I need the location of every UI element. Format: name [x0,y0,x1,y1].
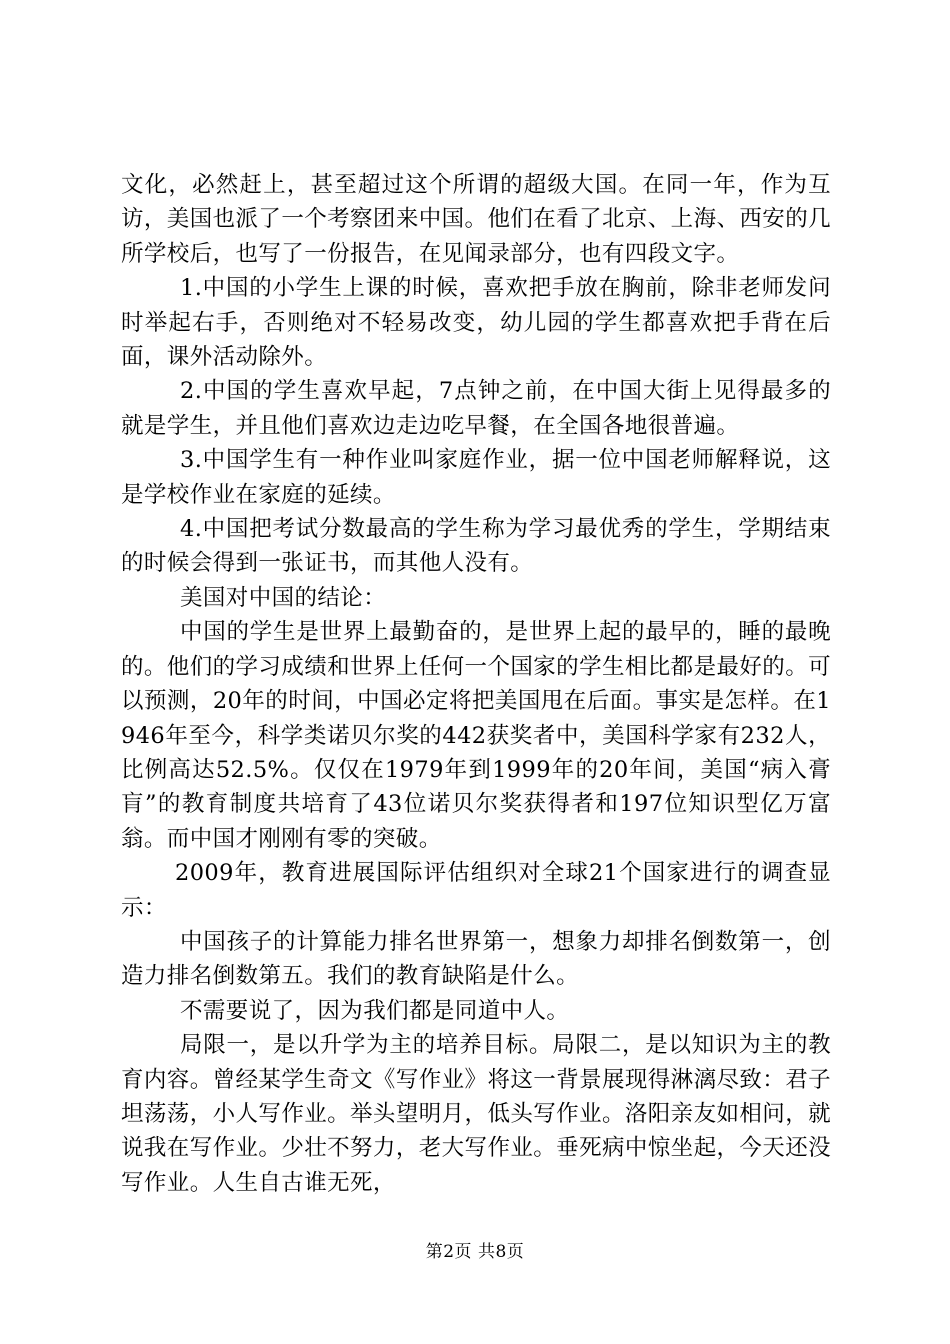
paragraph-survey-result: 中国孩子的计算能力排名世界第一，想象力却排名倒数第一，创造力排名倒数第五。我们的教育缺陷是什么。 [121,928,831,990]
page-footer [0,1240,950,1264]
paragraph-item-3: 3.中国学生有一种作业叫家庭作业，据一位中国老师解释说，这是学校作业在家庭的延续。 [121,447,831,508]
paragraph-continuation: 文化，必然赶上，甚至超过这个所谓的超级大国。在同一年，作为互访，美国也派了一个考察团来中国。他们在看了北京、上海、西安的几所学校后，也写了一份报告，在见闻录部分，也有四段文字。 [121,172,831,267]
document-body [121,168,831,1200]
paragraph-item-2: 2.中国的学生喜欢早起，7点钟之前，在中国大街上见得最多的就是学生，并且他们喜欢边走边吃早餐，在全国各地很普遍。 [121,378,831,439]
paragraph-survey: 2009年，教育进展国际评估组织对全球21个国家进行的调查显示： [121,860,831,921]
paragraph-same-path: 不需要说了，因为我们都是同道中人。 [180,997,570,1024]
paragraph-limitations: 局限一，是以升学为主的培养目标。局限二，是以知识为主的教育内容。曾经某学生奇文《写作业》将这一背景展现得淋漓尽致：君子坦荡荡，小人写作业。举头望明月，低头写作业。洛阳亲友如相问，就说我在写作业。少壮不努力，老大写作业。垂死病中惊坐起，今天还没写作业。人生自古谁无死， [121,1032,831,1196]
paragraph-conclusion-heading: 美国对中国的结论： [180,584,387,611]
paragraph-conclusion: 中国的学生是世界上最勤奋的，是世界上起的最早的，睡的最晚的。他们的学习成绩和世界上任何一个国家的学生相比都是最好的。可以预测，20年的时间，中国必定将把美国甩在后面。事实是怎样。在1946年至今，科学类诺贝尔奖的442获奖者中，美国科学家有232人，比例高达52.5%。仅仅在1979年到1999年的20年间，美国“病入膏肓”的教育制度共培育了43位诺贝尔奖获得者和197位知识型亿万富翁。而中国才刚刚有零的突破。 [121,619,831,852]
paragraph-item-4: 4.中国把考试分数最高的学生称为学习最优秀的学生，学期结束的时候会得到一张证书，而其他人没有。 [121,516,831,577]
paragraph-item-1: 1.中国的小学生上课的时候，喜欢把手放在胸前，除非老师发问时举起右手，否则绝对不轻易改变，幼儿园的学生都喜欢把手背在后面，课外活动除外。 [121,275,831,371]
page-number-label: 第2页 共8页 [425,1242,525,1262]
